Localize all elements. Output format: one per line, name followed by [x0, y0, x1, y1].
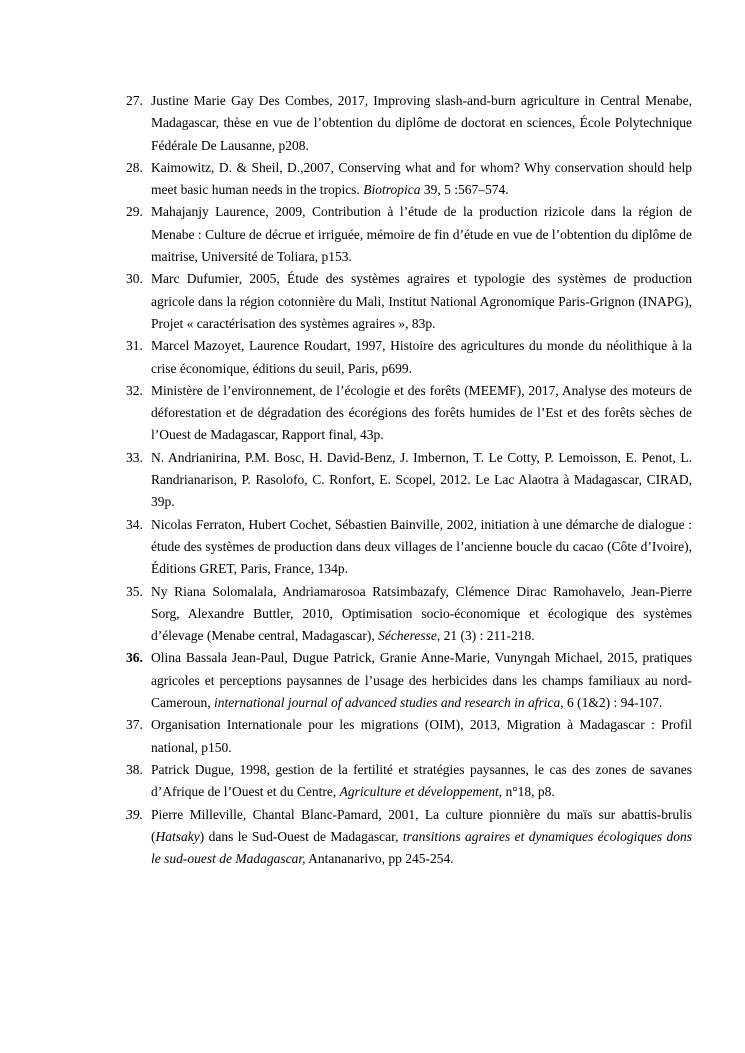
- reference-list: [126, 90, 692, 870]
- reference-item: [126, 201, 692, 268]
- reference-item: [126, 90, 692, 157]
- journal-title: Sécheresse: [378, 628, 437, 644]
- reference-item: [126, 514, 692, 581]
- reference-number: 34.: [126, 516, 143, 532]
- reference-text: Marcel Mazoyet, Laurence Roudart, 1997, Histoire des agricultures du monde du néolithique à la crise économique, éditions du seuil, Paris, p699.: [151, 338, 692, 376]
- reference-text: Nicolas Ferraton, Hubert Cochet, Sébastien Bainville, 2002, initiation à une démarche de dialogue : étude des systèmes de production dans deux villages de l’ancienne boucle du cacao (Côte d’Ivoire), Éditions GRET, Paris, France, 134p.: [151, 516, 692, 577]
- reference-text: Organisation Internationale pour les migrations (OIM), 2013, Migration à Madagascar : Profil national, p150.: [151, 717, 692, 755]
- reference-item: [126, 647, 692, 714]
- reference-item: [126, 335, 692, 380]
- reference-text: Patrick Dugue, 1998, gestion de la fertilité et stratégies paysannes, le cas des zones de savanes d’Afrique de l’Ouest et du Centre, Agriculture et développement, n°18, p8.: [151, 761, 692, 800]
- reference-number: 35.: [126, 583, 143, 599]
- reference-text: Ny Riana Solomalala, Andriamarosoa Ratsimbazafy, Clémence Dirac Ramohavelo, Jean-Pierre Sorg, Alexandre Buttler, 2010, Optimisation socio-économique et écologique des systèmes d’élevage (Menabe central, Madagascar), Sécheresse, 21 (3) : 211-218.: [151, 583, 692, 644]
- reference-text: Marc Dufumier, 2005, Étude des systèmes agraires et typologie des systèmes de production agricole dans la région cotonnière du Mali, Institut National Agronomique Paris-Grignon (INAPG), Projet « caractérisation des systèmes agraires », 83p.: [151, 271, 692, 331]
- reference-text: Mahajanjy Laurence, 2009, Contribution à l’étude de la production rizicole dans la région de Menabe : Culture de décrue et irriguée, mémoire de fin d’étude en vue de l’obtention du diplôme de maitrise, Université de Toliara, p153.: [151, 204, 692, 265]
- reference-number: 28.: [126, 159, 143, 175]
- reference-number: 29.: [126, 204, 143, 220]
- reference-item: [126, 714, 692, 759]
- reference-text: Justine Marie Gay Des Combes, 2017, Improving slash-and-burn agriculture in Central Menabe, Madagascar, thèse en vue de l’obtention du diplôme de doctorat en sciences, École Polytechnique Fédérale De Lausanne, p208.: [151, 93, 692, 153]
- journal-title: Agriculture et développement: [339, 784, 499, 800]
- reference-number: 37.: [126, 717, 143, 733]
- reference-text: Pierre Milleville, Chantal Blanc-Pamard, 2001, La culture pionnière du maïs sur abattis-brulis (Hatsaky) dans le Sud-Ouest de Madagascar, transitions agraires et dynamiques écologiques dons le sud-ouest de Madagascar, Antananarivo, pp 245-254.: [151, 806, 692, 867]
- reference-item: [126, 759, 692, 804]
- reference-number: 32.: [126, 382, 143, 398]
- reference-item: [126, 447, 692, 514]
- reference-number: 39.: [126, 806, 143, 822]
- reference-text: Ministère de l’environnement, de l’écologie et des forêts (MEEMF), 2017, Analyse des moteurs de déforestation et de dégradation des écorégions des forêts humides de l’Est et des forêts sèches de l’Ouest de Madagascar, Rapport final, 43p.: [151, 382, 692, 443]
- journal-title: international journal of advanced studies and research in africa: [214, 695, 561, 711]
- journal-title: Biotropica: [363, 182, 421, 198]
- reference-item: [126, 380, 692, 447]
- reference-item: [126, 581, 692, 648]
- reference-number: 38.: [126, 761, 143, 777]
- reference-number: 33.: [126, 449, 143, 465]
- reference-number: 31.: [126, 338, 143, 354]
- reference-item: [126, 157, 692, 202]
- reference-text: Kaimowitz, D. & Sheil, D.,2007, Conserving what and for whom? Why conservation should help meet basic human needs in the tropics. Biotropica 39, 5 :567–574.: [151, 159, 692, 198]
- reference-text: Olina Bassala Jean-Paul, Dugue Patrick, Granie Anne-Marie, Vunyngah Michael, 2015, pratiques agricoles et perceptions paysannes de l’usage des herbicides dans les champs familiaux au nord-Cameroun, international journal of advanced studies and research in africa, 6 (1&2) : 94-107.: [151, 650, 692, 711]
- reference-text: N. Andrianirina, P.M. Bosc, H. David-Benz, J. Imbernon, T. Le Cotty, P. Lemoisson, E. Penot, L. Randrianarison, P. Rasolofo, C. Ronfort, E. Scopel, 2012. Le Lac Alaotra à Madagascar, CIRAD, 39p.: [151, 449, 692, 510]
- reference-number: 27.: [126, 93, 143, 108]
- reference-number: 30.: [126, 271, 143, 287]
- reference-number: 36.: [126, 650, 143, 666]
- reference-item: [126, 804, 692, 871]
- reference-item: [126, 268, 692, 335]
- local-term: Hatsaky: [155, 828, 200, 844]
- journal-title: transitions agraires et dynamiques écologiques dons le sud-ouest de Madagascar,: [151, 828, 692, 867]
